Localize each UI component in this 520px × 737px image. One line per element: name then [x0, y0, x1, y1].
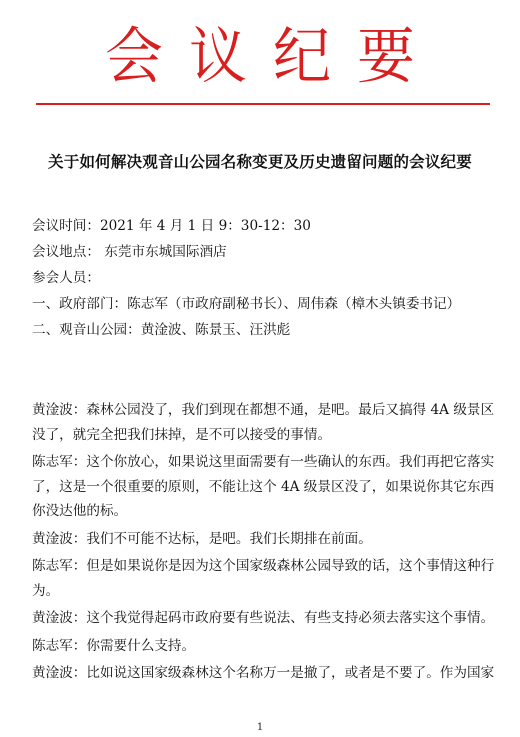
- attendees-label: 参会人员：: [32, 270, 100, 286]
- meeting-location: 会议地点： 东莞市东城国际酒店: [32, 244, 227, 260]
- transcript-paragraph: 陈志军：你需要什么支持。: [32, 637, 196, 654]
- header-divider: [36, 103, 490, 105]
- transcript-paragraph: 陈志军：但是如果说你是因为这个国家级森林公园导致的话，这个事情这种行为。: [32, 558, 495, 599]
- document-subject: 关于如何解决观音山公园名称变更及历史遗留问题的会议纪要: [48, 153, 472, 171]
- meeting-info: [32, 213, 492, 343]
- transcript-paragraph: 黄淦波：我们不可能不达标，是吧。我们长期排在前面。: [32, 530, 372, 547]
- meeting-transcript: [32, 398, 496, 686]
- attendees-park: 二、观音山公园：黄淦波、陈景玉、汪洪彪: [32, 322, 291, 338]
- transcript-paragraph: 陈志军：这个你放心，如果说这里面需要有一些确认的东西。我们再把它落实了，这是一个很重要的原则，不能让这个 4A 级景区没了，如果说你其它东西你没达他的标。: [32, 454, 495, 519]
- meeting-time: 会议时间：2021 年 4 月 1 日 9：30-12：30: [32, 218, 311, 234]
- page-number: 1: [256, 722, 264, 733]
- transcript-paragraph: 黄淦波：这个我觉得起码市政府要有些说法、有些支持必须去落实这个事情。: [32, 610, 495, 626]
- document-header-title: 会议纪要: [104, 20, 441, 92]
- transcript-paragraph: 黄淦波：比如说这国家级森林这个名称万一是撤了，或者是不要了。作为国家: [32, 665, 495, 681]
- attendees-government: 一、政府部门：陈志军（市政府副秘书长）、周伟森（樟木头镇委书记）: [32, 296, 461, 312]
- transcript-paragraph: 黄淦波：森林公园没了，我们到现在都想不通，是吧。最后又搞得 4A 级景区没了，就完全把我们抹掉，是不可以接受的事情。: [32, 402, 495, 443]
